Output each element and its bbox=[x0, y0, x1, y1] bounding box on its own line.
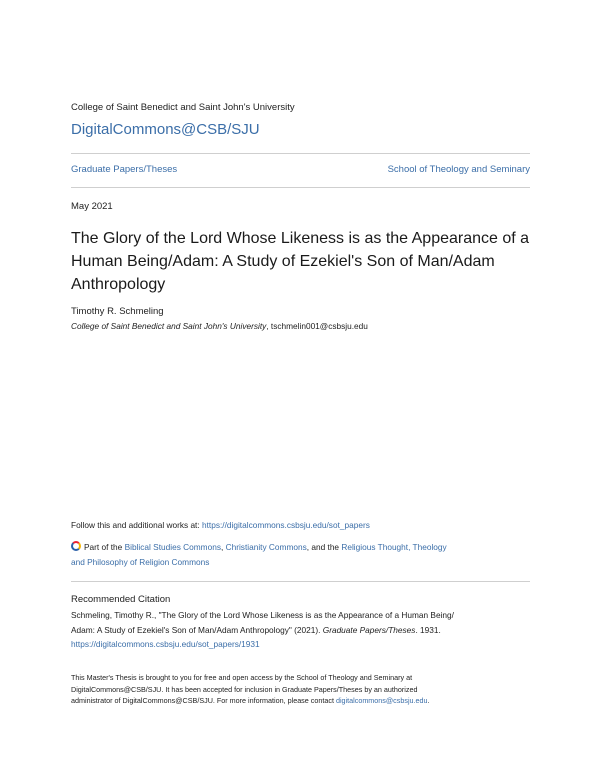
author-affiliation: College of Saint Benedict and Saint John's University bbox=[71, 321, 267, 331]
citation-series: Graduate Papers/Theses bbox=[322, 625, 416, 635]
separator: , bbox=[220, 542, 226, 552]
citation-line1: Schmeling, Timothy R., "The Glory of the Lord Whose Likeness is as the Appearance of a Human Being/ bbox=[71, 610, 454, 620]
author-name: Timothy R. Schmeling bbox=[71, 306, 164, 317]
citation-line2: Adam: A Study of Ezekiel's Son of Man/Adam Anthropology" (2021). bbox=[71, 625, 323, 635]
religious-thought-link[interactable]: Religious Thought, Theology bbox=[341, 542, 447, 552]
footer-line3: administrator of DigitalCommons@CSB/SJU. For more information, please contact bbox=[71, 696, 336, 705]
religious-thought-link-cont[interactable]: and Philosophy of Religion Commons bbox=[71, 557, 210, 567]
citation-number: . 1931. bbox=[415, 625, 441, 635]
repository-link[interactable]: DigitalCommons@CSB/SJU bbox=[71, 121, 260, 138]
institution: College of Saint Benedict and Saint John's University bbox=[71, 102, 295, 113]
follow-link[interactable]: https://digitalcommons.csbsju.edu/sot_papers bbox=[201, 520, 370, 530]
footer-end: . bbox=[427, 696, 430, 705]
christianity-link[interactable]: Christianity Commons bbox=[225, 542, 307, 552]
collection-link[interactable]: Graduate Papers/Theses bbox=[71, 164, 178, 175]
divider bbox=[71, 153, 530, 154]
commons-icon bbox=[71, 541, 81, 551]
citation-url[interactable]: https://digitalcommons.csbsju.edu/sot_papers/1931 bbox=[71, 639, 260, 649]
footer-line2: DigitalCommons@CSB/SJU. It has been accepted for inclusion in Graduate Papers/Theses by an authorized bbox=[71, 685, 418, 694]
divider bbox=[71, 187, 530, 188]
biblical-studies-link[interactable]: Biblical Studies Commons bbox=[124, 542, 221, 552]
follow-text: Follow this and additional works at: bbox=[71, 520, 202, 530]
part-of-text: Part of the bbox=[84, 542, 125, 552]
author-email: , tschmelin001@csbsju.edu bbox=[266, 321, 368, 331]
date: May 2021 bbox=[71, 201, 113, 212]
document-title: The Glory of the Lord Whose Likeness is as the Appearance of a Human Being/Adam: A Study of Ezekiel's Son of Man/Adam Anthropology bbox=[71, 230, 530, 293]
footer-line1: This Master's Thesis is brought to you for free and open access by the School of Theology and Seminary at bbox=[71, 673, 413, 682]
divider bbox=[71, 581, 530, 582]
school-link[interactable]: School of Theology and Seminary bbox=[387, 164, 530, 175]
contact-email-link[interactable]: digitalcommons@csbsju.edu bbox=[335, 696, 428, 705]
citation-heading: Recommended Citation bbox=[71, 594, 171, 605]
separator: , and the bbox=[306, 542, 342, 552]
